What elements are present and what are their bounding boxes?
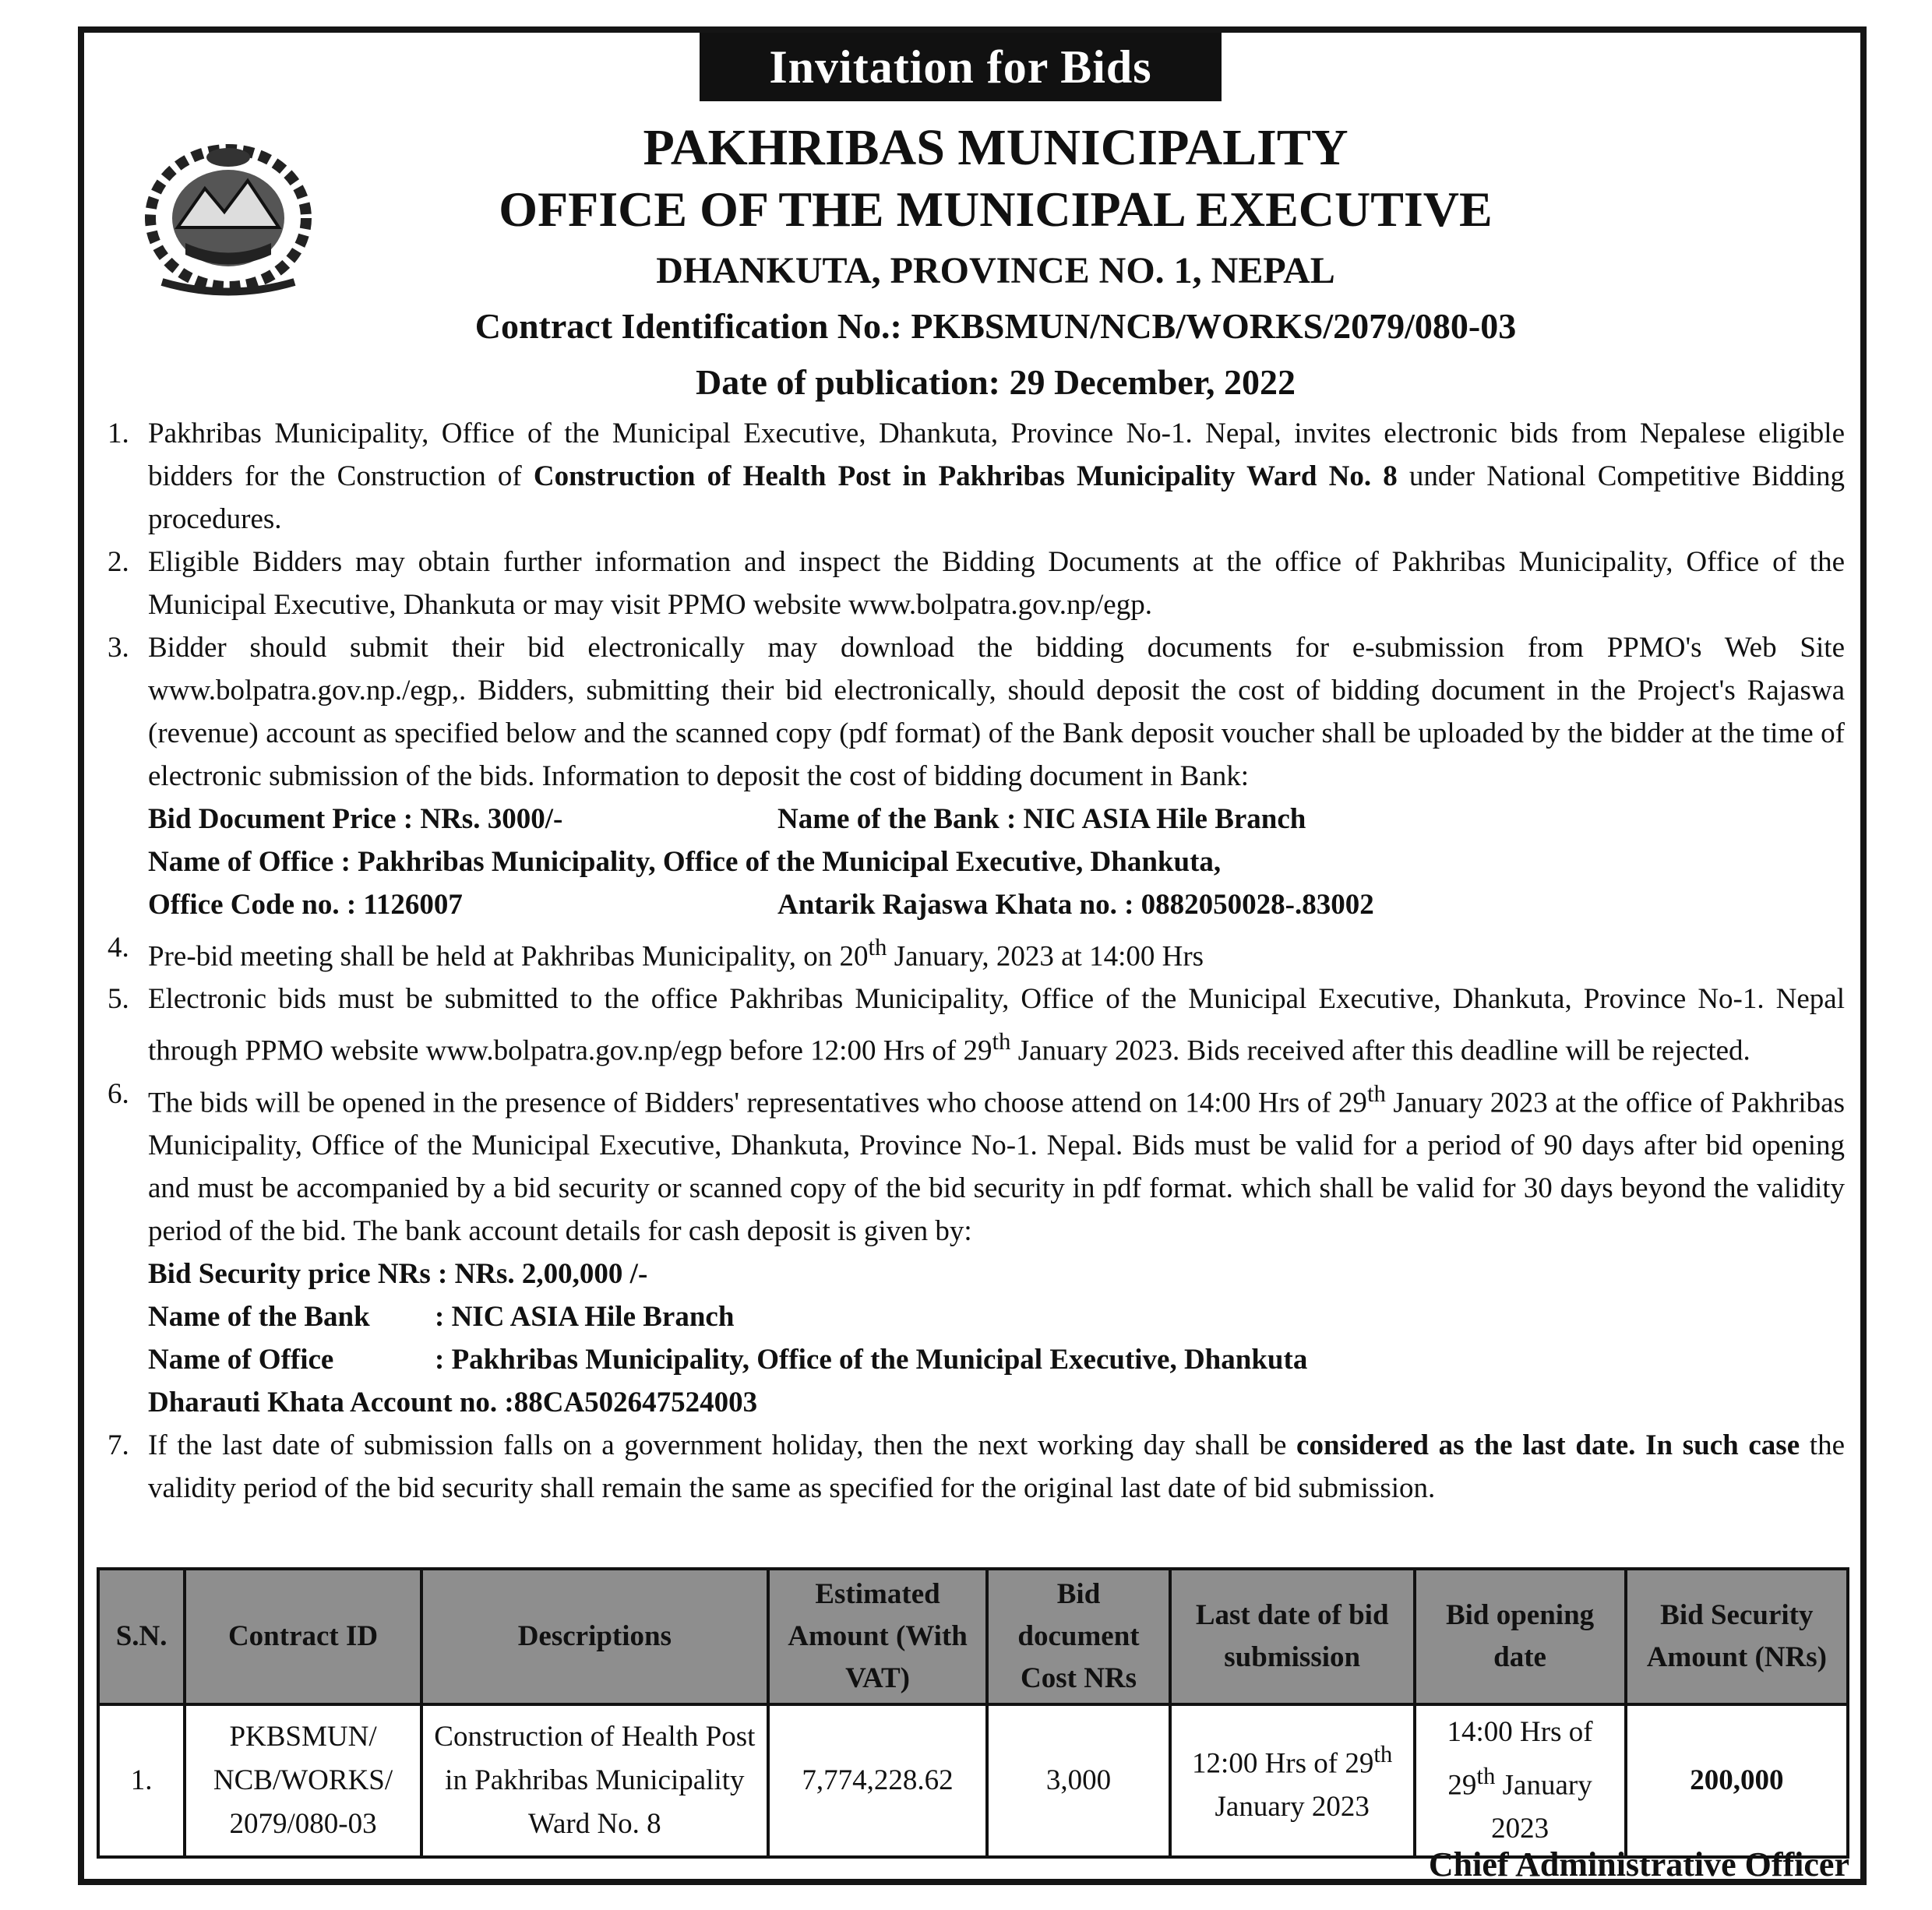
- paragraph-text: the validity period of the bid security shall remain the same as specified for the original last date of bid submission.: [148, 1429, 1846, 1504]
- bank-details-row-1: [108, 798, 1845, 840]
- cell-sn: 1.: [98, 1704, 185, 1857]
- office-code: Office Code no. : 1126007: [148, 889, 463, 921]
- paragraph-number: 2.: [108, 546, 129, 578]
- paragraph-text: January 2023 at the office of Pakhribas Municipality, Office of the Municipal Executive, Dhankuta, Province No-1. Nepal. Bids must be valid for a period of 90 days after bid opening and must be accompanied by a bid security or scanned copy of the bid security in pdf format. which shall be valid for 30 days beyond the validity period of the bid. The bank account details for cash deposit is given by:: [148, 1086, 1846, 1247]
- paragraph-2: [108, 541, 1845, 626]
- paragraph-number: 5.: [108, 983, 129, 1016]
- paragraph-5: [108, 978, 1845, 1072]
- paragraph-text: The bids will be opened in the presence of Bidders' representatives who choose attend on 14:00 Hrs of 29: [148, 1086, 1367, 1119]
- table-row: [98, 1704, 1848, 1857]
- paragraph-number: 1.: [108, 418, 129, 449]
- security-details-row-3: [108, 1338, 1845, 1381]
- cell-estimated-amount: 7,774,228.62: [768, 1704, 987, 1857]
- cell-security-amount: 200,000: [1626, 1704, 1848, 1857]
- ordinal-suffix: th: [1373, 1741, 1393, 1767]
- last-date-text: January 2023: [1215, 1791, 1370, 1824]
- paragraph-3: [108, 626, 1845, 798]
- paragraph-text: January 2023. Bids received after this deadline will be rejected.: [1010, 1034, 1750, 1067]
- paragraph-7: [108, 1424, 1845, 1510]
- paragraph-number: 7.: [108, 1429, 129, 1461]
- security-details-row-2: [108, 1295, 1845, 1338]
- revenue-khata-number: Antarik Rajaswa Khata no. : 0882050028-.83002: [777, 889, 1374, 921]
- office-label: Name of Office: [148, 1343, 334, 1376]
- paragraph-6: [108, 1073, 1845, 1253]
- contract-identification: Contract Identification No.: PKBSMUN/NCB/WORKS/2079/080-03: [474, 306, 1517, 346]
- paragraph-number: 3.: [108, 632, 129, 664]
- cell-bid-document-cost: 3,000: [987, 1704, 1170, 1857]
- paragraph-bold-text: considered as the last date. In such case: [1296, 1429, 1800, 1461]
- header-last-date: Last date of bid submission: [1170, 1569, 1415, 1704]
- paragraph-number: 4.: [108, 932, 129, 964]
- office-name: OFFICE OF THE MUNICIPAL EXECUTIVE: [499, 181, 1493, 237]
- header-descriptions: Descriptions: [421, 1569, 768, 1704]
- paragraph-text: Electronic bids must be submitted to the office Pakhribas Municipality, Office of the Municipal Executive, Dhankuta, Province No-1. Nepal through PPMO website www.bolpatra.gov.np/egp before 12:00 Hrs of 29: [148, 983, 1845, 1067]
- paragraph-text: under National Competitive Bidding procedures.: [148, 460, 1846, 535]
- dharauti-account: Dharauti Khata Account no. :88CA502647524003: [148, 1386, 758, 1418]
- paragraph-text: Bidder should submit their bid electronically may download the bidding documents for e-submission from PPMO's Web Site www.bolpatra.gov.np./egp,. Bidders, submitting their bid electronically, should deposit the cost of bidding document in the Project's Rajaswa (revenue) account as specified below and the scanned copy (pdf format) of the Bank deposit voucher shall be uploaded by the bidder at the time of electronic submission of the bids. Information to deposit the cost of bidding document in Bank:: [148, 632, 1845, 792]
- cell-opening-date: [1415, 1704, 1626, 1857]
- bid-security-price: Bid Security price NRs : NRs. 2,00,000 /-: [148, 1257, 648, 1290]
- last-date-text: 12:00 Hrs of 29: [1192, 1747, 1374, 1780]
- ordinal-suffix: th: [992, 1028, 1011, 1055]
- project-name: Construction of Health Post in Pakhribas Municipality Ward No. 8: [533, 460, 1398, 492]
- ordinal-suffix: th: [1476, 1763, 1496, 1789]
- security-details-row-1: [108, 1253, 1845, 1295]
- paragraph-text: Pakhribas Municipality, Office of the Municipal Executive, Dhankuta, Province No-1. Nepal, invites electronic bids from Nepalese eligible bidders for the Construction of: [148, 418, 1845, 492]
- header-opening-date: Bid opening date: [1415, 1569, 1626, 1704]
- office-value: : Pakhribas Municipality, Office of the Municipal Executive, Dhankuta: [435, 1343, 1308, 1376]
- header-bid-document-cost: Bid document Cost NRs: [987, 1569, 1170, 1704]
- paragraph-1: [108, 412, 1845, 541]
- security-details-row-4: [108, 1381, 1845, 1424]
- cell-contract-id: PKBSMUN/ NCB/WORKS/ 2079/080-03: [185, 1704, 421, 1857]
- bank-details-row-2: [108, 840, 1845, 883]
- paragraph-text: Eligible Bidders may obtain further information and inspect the Bidding Documents at the office of Pakhribas Municipality, Office of the Municipal Executive, Dhankuta or may visit PPMO website www.bolpatra.gov.np/egp.: [148, 546, 1845, 621]
- opening-date-text: January 2023: [1491, 1769, 1592, 1845]
- paragraph-number: 6.: [108, 1077, 129, 1110]
- location: DHANKUTA, PROVINCE NO. 1, NEPAL: [656, 250, 1335, 291]
- bank-name: Name of the Bank : NIC ASIA Hile Branch: [777, 803, 1306, 835]
- bank-details-row-3: [108, 883, 1845, 926]
- paragraph-text: Pre-bid meeting shall be held at Pakhribas Municipality, on 20: [148, 940, 869, 973]
- org-name: PAKHRIBAS MUNICIPALITY: [643, 119, 1349, 176]
- header-estimated-amount: Estimated Amount (With VAT): [768, 1569, 987, 1704]
- paragraph-text: January, 2023 at 14:00 Hrs: [887, 940, 1204, 973]
- signature-title: Chief Administrative Officer: [1428, 1845, 1849, 1884]
- office-name-detail: Name of Office : Pakhribas Municipality, Office of the Municipal Executive, Dhankuta,: [148, 846, 1222, 878]
- paragraph-text: If the last date of submission falls on a government holiday, then the next working day shall be: [148, 1429, 1297, 1461]
- header-security-amount: Bid Security Amount (NRs): [1626, 1569, 1848, 1704]
- paragraph-4: [108, 926, 1845, 978]
- bid-table: [97, 1567, 1849, 1859]
- notice-frame: [78, 26, 1867, 1885]
- ordinal-suffix: th: [1366, 1080, 1386, 1107]
- header-sn: S.N.: [98, 1569, 185, 1704]
- opening-date-text: 14:00 Hrs of 29: [1447, 1716, 1593, 1802]
- cell-last-date: [1170, 1704, 1415, 1857]
- notice-body: [108, 412, 1845, 1510]
- bid-document-price: Bid Document Price : NRs. 3000/-: [148, 803, 563, 835]
- ordinal-suffix: th: [868, 934, 887, 960]
- table-header-row: [98, 1569, 1848, 1704]
- publication-date: Date of publication: 29 December, 2022: [696, 362, 1296, 402]
- bank-value: : NIC ASIA Hile Branch: [435, 1300, 735, 1333]
- bank-label: Name of the Bank: [148, 1300, 370, 1333]
- notice-title: Invitation for Bids: [700, 33, 1222, 101]
- cell-description: Construction of Health Post in Pakhribas Municipality Ward No. 8: [421, 1704, 768, 1857]
- header-contract-id: Contract ID: [185, 1569, 421, 1704]
